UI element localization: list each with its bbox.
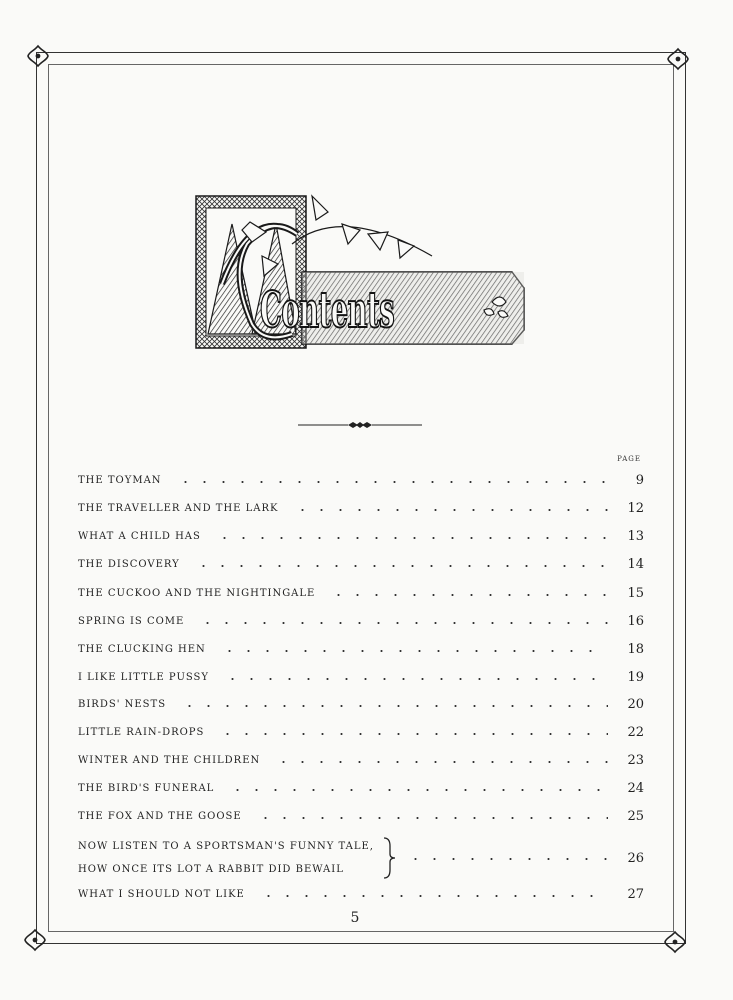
toc-entry-title: WHAT I SHOULD NOT LIKE <box>78 888 245 900</box>
dot-leader <box>321 594 608 596</box>
toc-entry-page: 20 <box>627 696 644 712</box>
toc-entry-page: 9 <box>635 472 644 488</box>
toc-entry[interactable] <box>78 470 644 490</box>
toc-entry[interactable] <box>78 667 644 687</box>
dot-leader <box>212 650 608 652</box>
ornamental-divider-icon <box>298 416 422 428</box>
dot-leader <box>186 565 608 567</box>
dot-leader <box>400 858 608 860</box>
dot-leader <box>251 895 608 897</box>
toc-entry-page: 14 <box>627 556 644 572</box>
toc-entry[interactable] <box>78 722 644 742</box>
dot-leader <box>168 481 608 483</box>
toc-entry-title: THE FOX AND THE GOOSE <box>78 810 242 822</box>
fleur-corner-icon <box>662 929 688 955</box>
toc-entry[interactable] <box>78 694 644 714</box>
toc-entry[interactable] <box>78 611 644 631</box>
toc-entry-page: 13 <box>627 528 644 544</box>
toc-entry[interactable] <box>78 639 644 659</box>
toc-entry-title: THE DISCOVERY <box>78 558 180 570</box>
toc-entry-title: SPRING IS COME <box>78 615 185 627</box>
toc-entry[interactable] <box>78 554 644 574</box>
contents-heading: Contents <box>260 280 395 339</box>
toc-entry-title: WINTER AND THE CHILDREN <box>78 754 261 766</box>
toc-entry-title: THE TRAVELLER AND THE LARK <box>78 502 279 514</box>
dot-leader <box>285 509 608 511</box>
fleur-corner-icon <box>22 927 48 953</box>
toc-entry-page: 12 <box>627 500 644 516</box>
toc-entry[interactable] <box>78 778 644 798</box>
toc-entry-page: 23 <box>627 752 644 768</box>
toc-entry-page: 25 <box>627 808 644 824</box>
toc-entry[interactable] <box>78 583 644 603</box>
curly-brace-icon <box>380 836 400 880</box>
toc-entry[interactable] <box>78 498 644 518</box>
toc-entry-two-line[interactable] <box>78 836 644 880</box>
fleur-corner-icon <box>665 46 691 72</box>
dot-leader <box>190 622 608 624</box>
toc-entry-title: THE CUCKOO AND THE NIGHTINGALE <box>78 587 316 599</box>
toc-entry-page: 16 <box>627 613 644 629</box>
toc-entry-title-line-1: NOW LISTEN TO A SPORTSMAN'S FUNNY TALE, <box>78 841 374 852</box>
toc-entry[interactable] <box>78 806 644 826</box>
dot-leader <box>248 817 608 819</box>
dot-leader <box>210 733 608 735</box>
toc-entry[interactable] <box>78 526 644 546</box>
toc-entry-page: 18 <box>627 641 644 657</box>
fleur-corner-icon <box>25 43 51 69</box>
toc-entry-title: BIRDS' NESTS <box>78 698 167 710</box>
toc-entry-page: 27 <box>627 886 644 902</box>
toc-entry-page: 24 <box>627 780 644 796</box>
toc-entry[interactable] <box>78 750 644 770</box>
toc-entry-page: 19 <box>627 669 644 685</box>
toc-entry-two-line-titles <box>78 841 374 875</box>
dot-leader <box>215 678 608 680</box>
toc-entry-title: I LIKE LITTLE PUSSY <box>78 671 210 683</box>
toc-entry-title: LITTLE RAIN-DROPS <box>78 726 205 738</box>
toc-entry-title: THE TOYMAN <box>78 474 162 486</box>
toc-entry-page: 26 <box>627 850 644 866</box>
dot-leader <box>266 761 608 763</box>
toc-entry-page: 22 <box>627 724 644 740</box>
dot-leader <box>207 537 608 539</box>
toc-entry-title: THE BIRD'S FUNERAL <box>78 782 215 794</box>
toc-entry-title-line-2: HOW ONCE ITS LOT A RABBIT DID BEWAIL <box>78 864 344 875</box>
dot-leader <box>220 789 608 791</box>
page-column-label: PAGE <box>617 455 641 463</box>
toc-entry-title: THE CLUCKING HEN <box>78 643 206 655</box>
toc-entry-page: 15 <box>627 585 644 601</box>
page-number: 5 <box>350 910 360 926</box>
toc-entry[interactable] <box>78 884 644 904</box>
dot-leader <box>172 705 608 707</box>
toc-entry-title: WHAT A CHILD HAS <box>78 530 201 542</box>
